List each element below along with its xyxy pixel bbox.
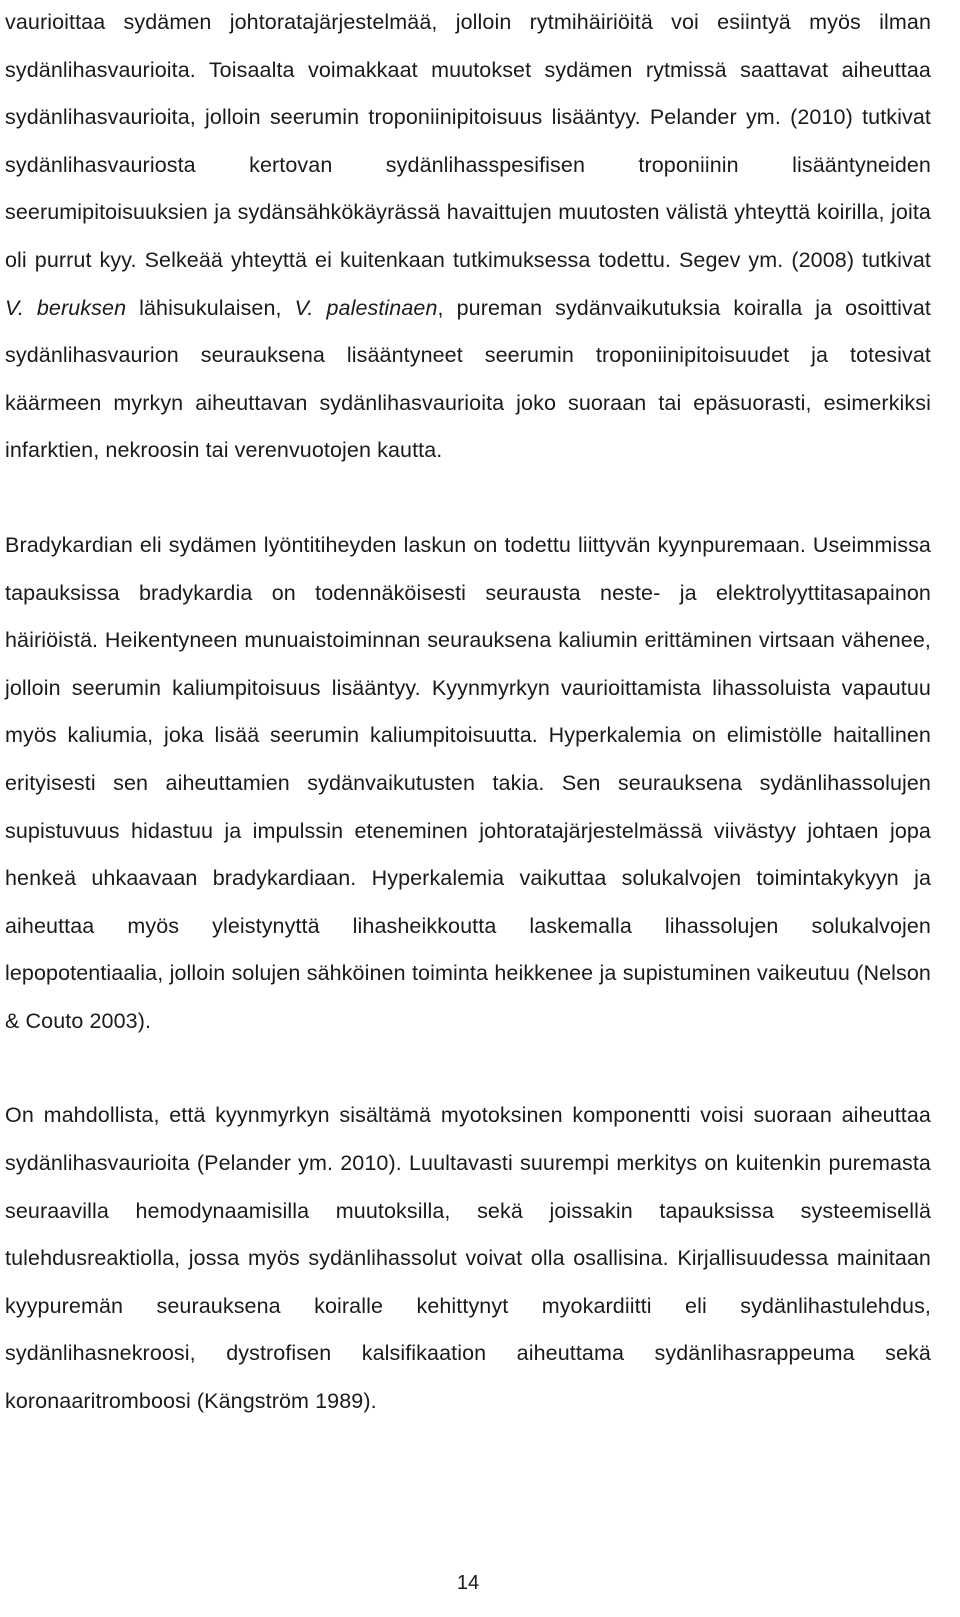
italic-species-name: V. beruksen <box>5 295 127 320</box>
text-segment: lähisukulaisen, <box>126 295 295 320</box>
italic-species-name: V. palestinaen <box>294 295 438 320</box>
paragraph-bradycardia <box>5 522 931 1046</box>
document-page <box>5 0 931 1426</box>
text-segment: vaurioittaa sydämen johtoratajärjestelmää, jolloin rytmihäiriöitä voi esiintyä myös ilman sydänlihasvaurioita. Toisaalta voimakkaat muutokset sydämen rytmissä saattavat aiheuttaa sydänlihasvaurioita, jolloin seerumin troponiinipitoisuus lisääntyy. Pelander ym. (2010) tutkivat sydänlihasvauriosta kertovan sydänlihasspesifisen troponiinin lisääntyneiden seerumipitoisuuksien ja sydänsähkökäyrässä havaittujen muutosten välistä yhteyttä koirilla, joita oli purrut kyy. Selkeää yhteyttä ei kuitenkaan tutkimuksessa todettu. Segev ym. (2008) tutkivat <box>5 10 931 272</box>
text-segment: , pureman sydänvaikutuksia koiralla ja osoittivat sydänlihasvaurion seurauksena lisääntyneet seerumin troponiinipitoisuudet ja totesivat käärmeen myrkyn aiheuttavan sydänlihasvaurioita joko suoraan tai epäsuorasti, esimerkiksi infarktien, nekroosin tai verenvuotojen kautta. <box>5 295 931 463</box>
text-segment: Bradykardian eli sydämen lyöntitiheyden laskun on todettu liittyvän kyynpuremaan. Useimmissa tapauksissa bradykardia on todennäköisesti seurausta neste- ja elektrolyyttitasapainon häiriöistä. Heikentyneen munuaistoiminnan seurauksena kaliumin erittäminen virtsaan vähenee, jolloin seerumin kaliumpitoisuus lisääntyy. Kyynmyrkyn vaurioittamista lihassoluista vapautuu myös kaliumia, joka lisää seerumin kaliumpitoisuutta. Hyperkalemia on elimistölle haitallinen erityisesti sen aiheuttamien sydänvaikutusten takia. Sen seurauksena sydänlihassolujen supistuvuus hidastuu ja impulssin eteneminen johtoratajärjestelmässä viivästyy johtaen jopa henkeä uhkaavaan bradykardiaan. Hyperkalemia vaikuttaa solukalvojen toimintakykyyn ja aiheuttaa myös yleistynyttä lihasheikkoutta laskemalla lihassolujen solukalvojen lepopotentiaalia, jolloin solujen sähköinen toiminta heikkenee ja supistuminen vaikeutuu (Nelson & Couto 2003). <box>5 532 931 1033</box>
paragraph-snake-venom-heart-damage <box>5 0 931 475</box>
text-segment: On mahdollista, että kyynmyrkyn sisältämä myotoksinen komponentti voisi suoraan aiheuttaa sydänlihasvaurioita (Pelander ym. 2010). Luultavasti suurempi merkitys on kuitenkin puremasta seuraavilla hemodynaamisilla muutoksilla, sekä joissakin tapauksissa systeemisellä tulehdusreaktiolla, jossa myös sydänlihassolut voivat olla osallisina. Kirjallisuudessa mainitaan kyypuremän seurauksena koiralle kehittynyt myokardiitti eli sydänlihastulehdus, sydänlihasnekroosi, dystrofisen kalsifikaation aiheuttama sydänlihasrappeuma sekä koronaaritromboosi (Kängström 1989). <box>5 1103 931 1414</box>
paragraph-myotoxic-component <box>5 1092 931 1425</box>
page-number: 14 <box>456 1572 480 1594</box>
